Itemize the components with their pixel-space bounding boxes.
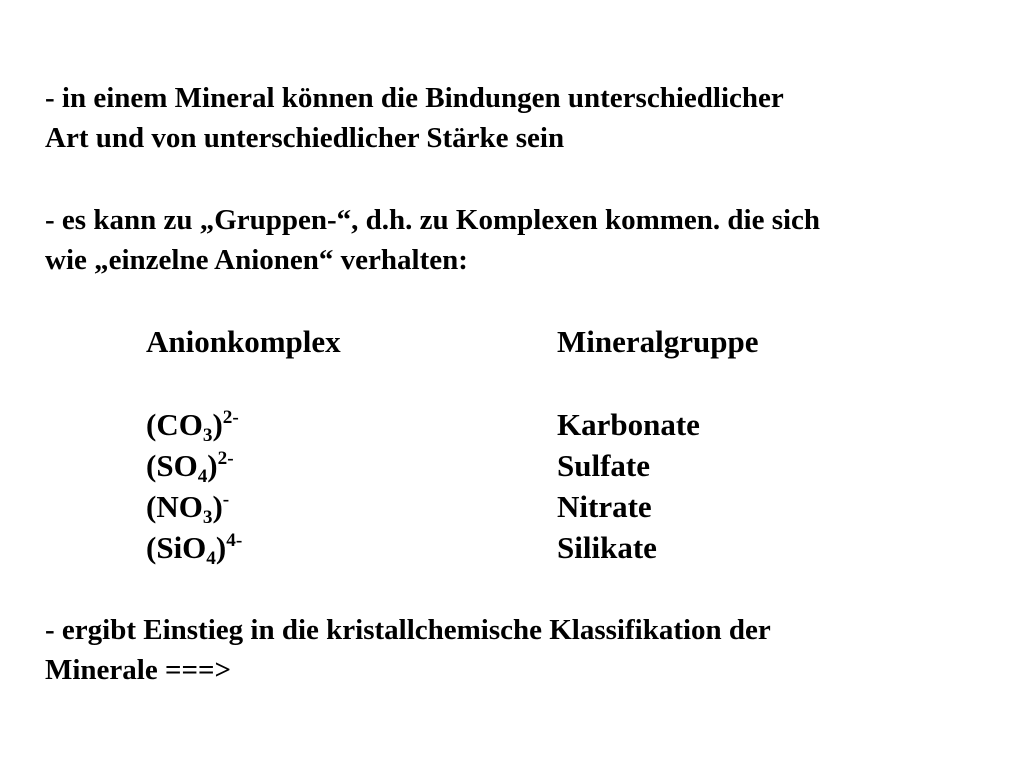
formula-sulfate: $(SO_4)^{2-}$ (146, 448, 234, 487)
paragraph-2-line-2: wie „einzelne Anionen“ verhalten: (45, 244, 468, 276)
table-header-mineralgruppe: Mineralgruppe (557, 324, 759, 359)
formula-carbonate: $(CO_3)^{2-}$ (146, 407, 239, 446)
paragraph-3-line-1: - ergibt Einstieg in die kristallchemische Klassifikation der (45, 614, 771, 646)
group-carbonate: Karbonate (557, 407, 700, 442)
group-nitrate: Nitrate (557, 489, 652, 524)
group-sulfate: Sulfate (557, 448, 650, 483)
paragraph-3-line-2: Minerale ===> (45, 654, 232, 686)
formula-nitrate: $(NO_3)^-$ (146, 489, 230, 528)
table-header-anionkomplex: Anionkomplex (146, 324, 341, 359)
group-silicate: Silikate (557, 530, 657, 565)
paragraph-1-line-1: - in einem Mineral können die Bindungen unterschiedlicher (45, 82, 784, 114)
paragraph-1-line-2: Art und von unterschiedlicher Stärke sein (45, 122, 565, 154)
formula-silicate: $(SiO_4)^{4-}$ (146, 530, 243, 569)
paragraph-2-line-1: - es kann zu „Gruppen-“, d.h. zu Komplexen kommen. die sich (45, 204, 821, 236)
